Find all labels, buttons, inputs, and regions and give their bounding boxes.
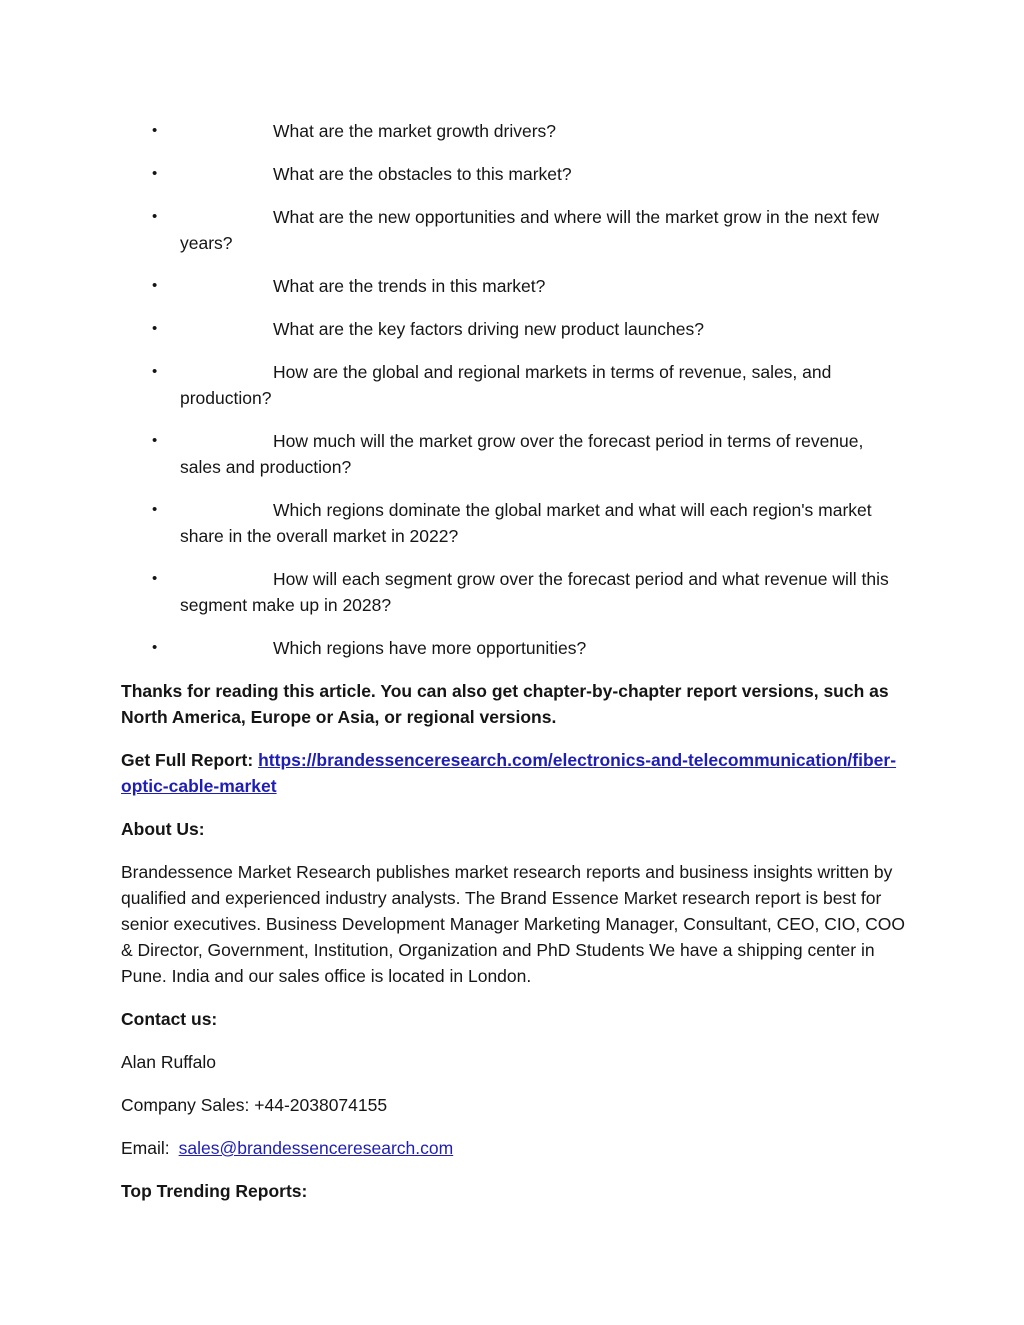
bullet-question [152, 161, 906, 187]
bullet-question [152, 497, 906, 549]
bullet-icon: • [152, 277, 158, 294]
bullet-question [152, 428, 906, 480]
bullet-question [152, 204, 906, 256]
email-link[interactable]: sales@brandessenceresearch.com [178, 1138, 454, 1158]
bullet-question [152, 566, 906, 618]
question-text: How will each segment grow over the forecast period and what revenue will this segment make up in 2028? [180, 569, 889, 615]
full-report-label: Get Full Report: [121, 750, 254, 770]
question-text: What are the trends in this market? [273, 276, 546, 296]
full-report-link[interactable]: https://brandessenceresearch.com/electronics-and-telecommunication/fiber-optic-cable-market [121, 750, 897, 796]
email-label: Email: [121, 1138, 170, 1158]
contact-phone: Company Sales: +44-2038074155 [121, 1095, 388, 1115]
bullet-icon: • [152, 208, 158, 225]
contact-name: Alan Ruffalo [121, 1052, 217, 1072]
question-text: What are the market growth drivers? [273, 121, 557, 141]
bullet-icon: • [152, 320, 158, 337]
full-report-paragraph [121, 747, 906, 799]
bullet-question [152, 118, 906, 144]
contact-us-heading: Contact us: [121, 1009, 218, 1029]
question-text: Which regions dominate the global market and what will each region's market share in the overall market in 2022? [180, 500, 872, 546]
about-us-heading: About Us: [121, 819, 205, 839]
question-text: How much will the market grow over the forecast period in terms of revenue, sales and production? [180, 431, 864, 477]
question-text: What are the obstacles to this market? [273, 164, 572, 184]
bullet-icon: • [152, 122, 158, 139]
bullet-question [152, 316, 906, 342]
bullet-icon: • [152, 363, 158, 380]
bullet-icon: • [152, 570, 158, 587]
bullet-icon: • [152, 432, 158, 449]
bullet-question [152, 273, 906, 299]
question-text: Which regions have more opportunities? [273, 638, 587, 658]
thanks-paragraph: Thanks for reading this article. You can also get chapter-by-chapter report versions, such as North America, Europe or Asia, or regional versions. [121, 681, 889, 727]
question-text: What are the new opportunities and where will the market grow in the next few years? [180, 207, 880, 253]
bullet-question [152, 359, 906, 411]
top-trending-heading: Top Trending Reports: [121, 1181, 308, 1201]
question-text: How are the global and regional markets in terms of revenue, sales, and production? [180, 362, 832, 408]
bullet-icon: • [152, 639, 158, 656]
bullet-icon: • [152, 501, 158, 518]
bullet-icon: • [152, 165, 158, 182]
contact-email-line [121, 1135, 906, 1161]
question-text: What are the key factors driving new product launches? [273, 319, 704, 339]
about-us-paragraph: Brandessence Market Research publishes market research reports and business insights written by qualified and experienced industry analysts. The Brand Essence Market research report is best for senior executives. Business Development Manager Marketing Manager, Consultant, CEO, CIO, COO & Director, Government, Institution, Organization and PhD Students We have a shipping center in Pune. India and our sales office is located in London. [121, 862, 905, 986]
bullet-question [152, 635, 906, 661]
